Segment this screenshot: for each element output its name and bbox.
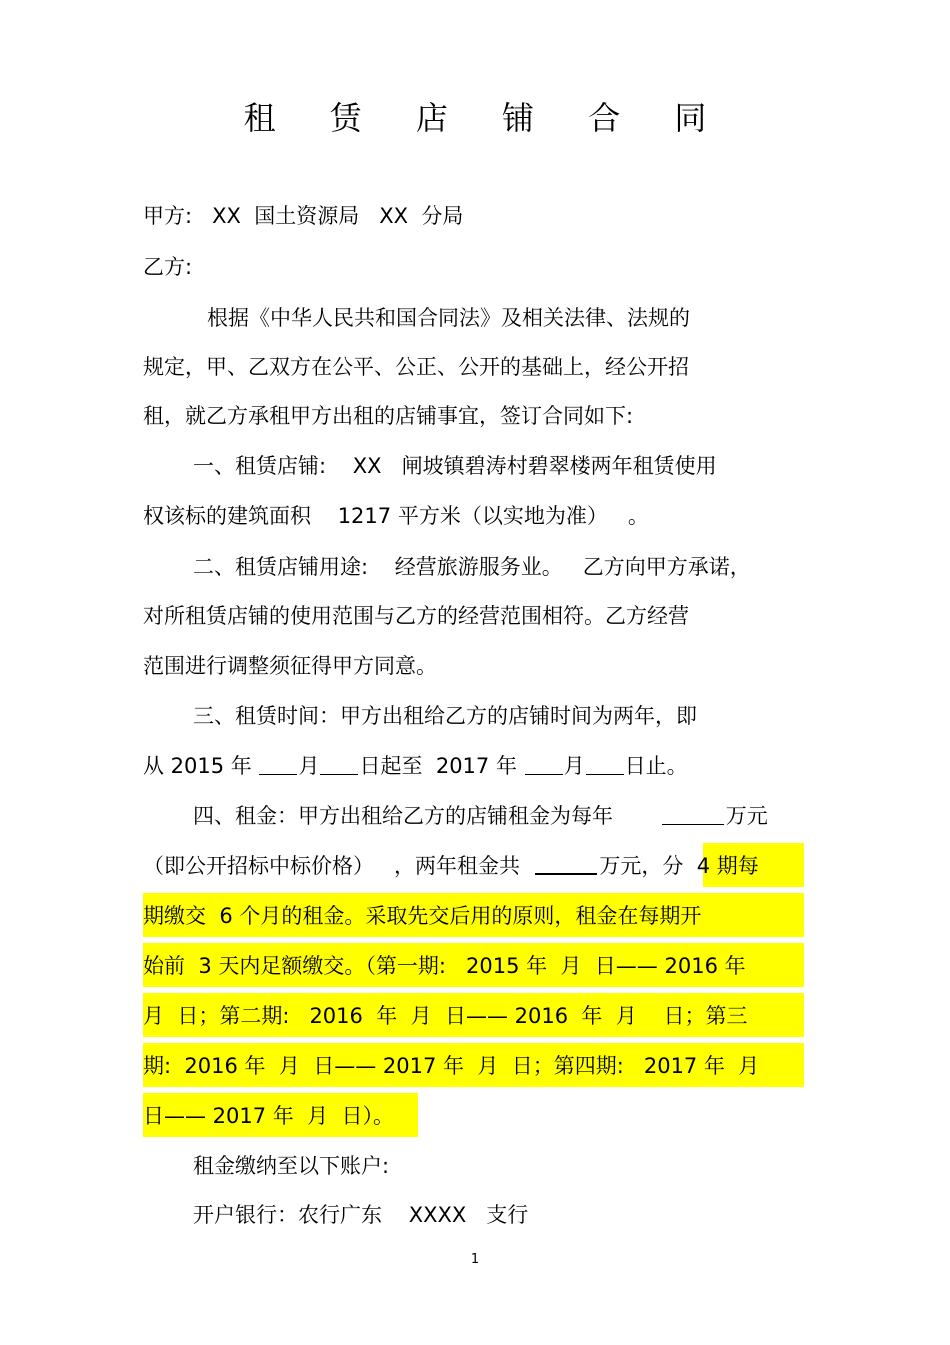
clause1-line-1: 一、租赁店铺: XX 闸坡镇碧涛村碧翠楼两年租赁使用 — [193, 454, 717, 478]
clause3-from-year: 从 2015 年 — [143, 754, 259, 778]
clause3-month-label: 月 — [298, 754, 320, 778]
annual-rent-blank — [662, 804, 724, 825]
preamble-line-3: 租，就乙方承租甲方出租的店铺事宜，签订合同如下: — [143, 404, 634, 428]
clause4-annual-rent-text: 四、租金：甲方出租给乙方的店铺租金为每年 — [193, 804, 660, 828]
preamble-line-1: 根据《中华人民共和国合同法》及相关法律、法规的 — [207, 306, 690, 330]
clause4-line-1 — [193, 800, 768, 832]
clause4-hl-line-1: 期缴交 6 个月的租金。采取先交后用的原则，租金在每期开 — [143, 904, 702, 928]
account-intro-line: 租金缴纳至以下账户: — [193, 1154, 390, 1178]
party-b-line: 乙方: — [143, 255, 193, 279]
party-a-line: 甲方: XX 国土资源局 XX 分局 — [143, 204, 464, 228]
from-day-blank — [320, 754, 358, 775]
from-month-blank — [259, 754, 297, 775]
clause3-line-2 — [143, 750, 688, 782]
clause2-line-3: 范围进行调整须征得甲方同意。 — [143, 654, 437, 678]
clause4-hl-line-2: 始前 3 天内足额缴交。（第一期: 2015 年 月 日—— 2016 年 — [143, 954, 746, 978]
page-number: 1 — [470, 1252, 480, 1267]
to-month-blank — [525, 754, 563, 775]
clause2-line-1: 二、租赁店铺用途: 经营旅游服务业。 乙方向甲方承诺， — [193, 555, 751, 579]
document-title: 租 赁 店 铺 合 同 — [243, 99, 729, 137]
total-rent-blank — [535, 853, 597, 875]
clause1-line-2: 权该标的建筑面积 1217 平方米（以实地为准） 。 — [143, 504, 649, 528]
clause2-line-2: 对所租赁店铺的使用范围与乙方的经营范围相符。乙方经营 — [143, 604, 689, 628]
clause3-month-label-2: 月 — [563, 754, 585, 778]
clause4-hl-line-3: 月 日；第二期: 2016 年 月 日—— 2016 年 月 日；第三 — [143, 1004, 748, 1028]
clause3-end: 日止。 — [624, 754, 688, 778]
clause4-line-2 — [143, 850, 759, 882]
clause4-hl-line-5: 日—— 2017 年 月 日）。 — [143, 1104, 394, 1128]
clause3-line-1: 三、租赁时间：甲方出租给乙方的店铺时间为两年，即 — [193, 704, 697, 728]
clause4-total-rent-text: （即公开招标中标价格） ，两年租金共 — [143, 854, 534, 878]
preamble-line-2: 规定，甲、乙双方在公平、公正、公开的基础上，经公开招 — [143, 355, 689, 379]
clause4-installments: 分 4 期每 — [662, 854, 759, 878]
clause4-unit: 万元 — [725, 804, 768, 828]
bank-line: 开户银行：农行广东 XXXX 支行 — [193, 1203, 529, 1227]
clause4-unit-2: 万元， — [599, 854, 663, 878]
clause3-to-year: 日起至 2017 年 — [359, 754, 524, 778]
clause4-hl-line-4: 期: 2016 年 月 日—— 2017 年 月 日；第四期: 2017 年 月 — [143, 1054, 760, 1078]
to-day-blank — [586, 754, 624, 775]
